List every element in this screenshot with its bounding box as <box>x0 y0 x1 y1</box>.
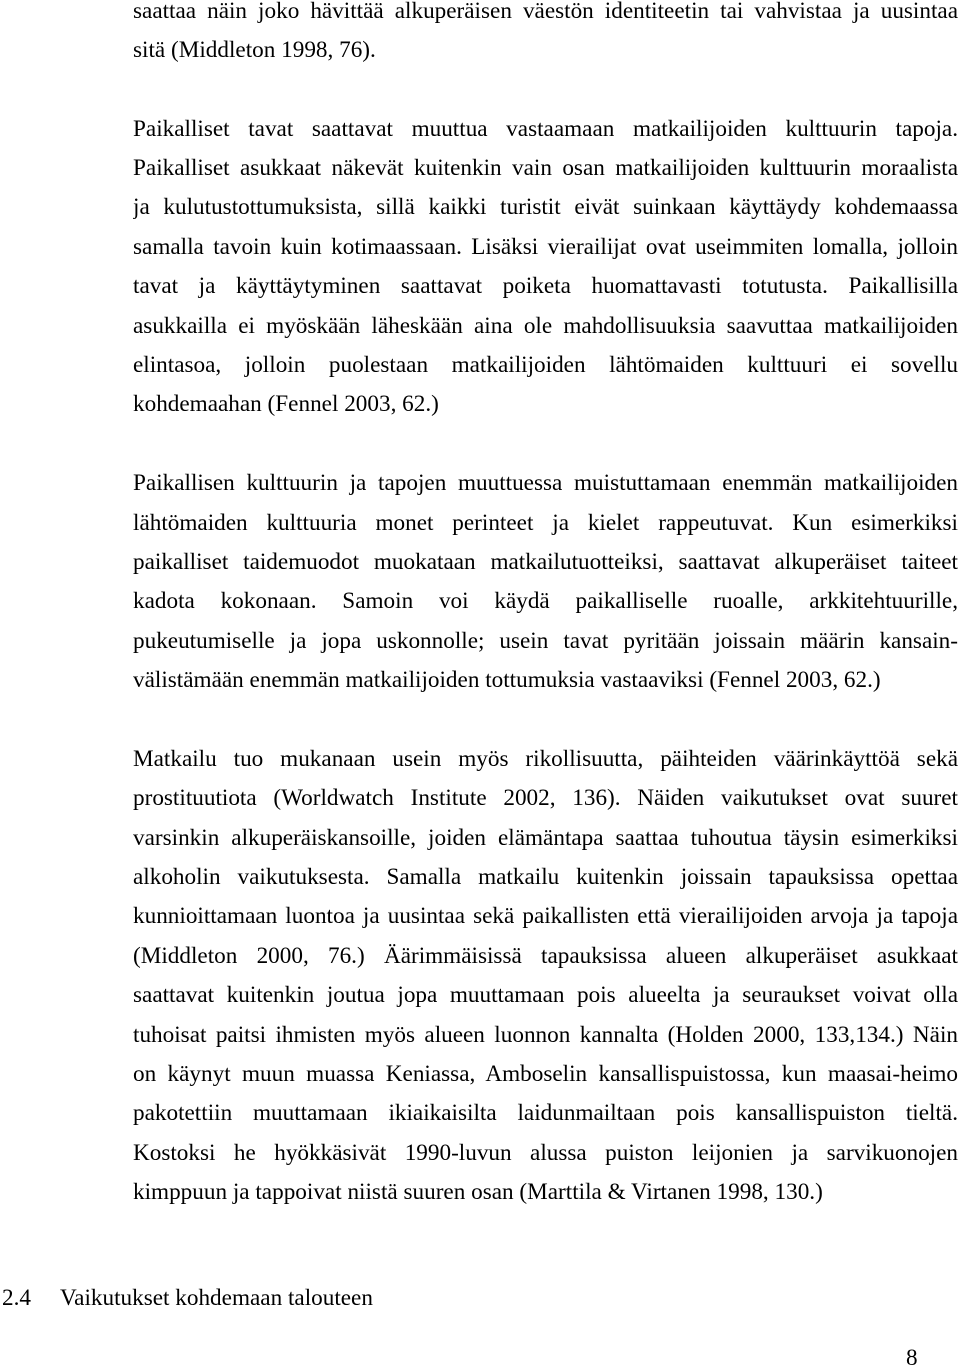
text-line: tavat ja käyttäytyminen saattavat poiketa huomattavasti totutusta. Paikallisilla <box>133 273 958 300</box>
text-line: elintasoa, jolloin puolestaan matkailijoiden lähtömaiden kulttuuri ei sovellu <box>133 352 958 379</box>
text-line: pukeutumiselle ja jopa uskonnolle; usein tavat pyritään joissain määrin kansain- <box>133 627 958 654</box>
text-line: lähtömaiden kulttuuria monet perinteet ja kielet rappeutuvat. Kun esimerkiksi <box>133 509 958 536</box>
text-line: samalla tavoin kuin kotimaassaan. Lisäksi vierailijat ovat useimmiten lomalla, jolloin <box>133 233 958 260</box>
text-line: kimppuun ja tappoivat niistä suuren osan (Marttila & Virtanen 1998, 130.) <box>133 1179 823 1206</box>
body-text <box>133 0 958 1252</box>
section-title: Vaikutukset kohdemaan talouteen <box>60 1284 373 1311</box>
paragraph <box>133 110 958 425</box>
text-line: saattaa näin joko hävittää alkuperäisen väestön identiteetin tai vahvistaa ja uusintaa <box>133 0 958 24</box>
text-line: paikalliset taidemuodot muokataan matkailutuotteiksi, saattavat alkuperäiset taiteet <box>133 548 958 575</box>
section-heading <box>0 1279 420 1318</box>
text-line: tuhoisat paitsi ihmisten myös alueen luonnon kannalta (Holden 2000, 133,134.) Näin <box>133 1021 958 1048</box>
text-line: Paikalliset tavat saattavat muuttua vastaamaan matkailijoiden kulttuurin tapoja. <box>133 115 958 142</box>
text-line: kadota kokonaan. Samoin voi käydä paikalliselle ruoalle, arkkitehtuurille, <box>133 588 958 615</box>
text-line: prostituutiota (Worldwatch Institute 2002, 136). Näiden vaikutukset ovat suuret <box>133 785 958 812</box>
text-line: ja kulutustottumuksista, sillä kaikki turistit eivät suinkaan käyttäydy kohdemaassa <box>133 194 958 221</box>
text-line: Kostoksi he hyökkäsivät 1990-luvun alussa puiston leijonien ja sarvikuonojen <box>133 1139 958 1166</box>
text-line: sitä (Middleton 1998, 76). <box>133 36 376 63</box>
text-line: (Middleton 2000, 76.) Äärimmäisissä tapauksissa alueen alkuperäiset asukkaat <box>133 942 958 969</box>
text-line: alkoholin vaikutuksesta. Samalla matkailu kuitenkin joissain tapauksissa opettaa <box>133 864 958 891</box>
text-line: kunnioittamaan luontoa ja uusintaa sekä paikallisten että vierailijoiden arvoja ja tapoja <box>133 903 958 930</box>
text-line: varsinkin alkuperäiskansoille, joiden elämäntapa saattaa tuhoutua täysin esimerkiksi <box>133 824 958 851</box>
text-line: saattavat kuitenkin joutua jopa muuttamaan pois alueelta ja seuraukset voivat olla <box>133 982 958 1009</box>
text-line: Paikallisen kulttuurin ja tapojen muuttuessa muistuttamaan enemmän matkailijoiden <box>133 470 958 497</box>
text-line: on käynyt muun muassa Keniassa, Amboselin kansallispuistossa, kun maasai-heimo <box>133 1061 958 1088</box>
text-line: asukkailla ei myöskään läheskään aina ole mahdollisuuksia saavuttaa matkailijoiden <box>133 312 958 339</box>
text-line: Matkailu tuo mukanaan usein myös rikollisuutta, päihteiden väärinkäyttöä sekä <box>133 745 958 772</box>
text-line: Paikalliset asukkaat näkevät kuitenkin vain osan matkailijoiden kulttuurin moraalista <box>133 155 958 182</box>
paragraph <box>133 464 958 700</box>
text-line: välistämään enemmän matkailijoiden tottumuksia vastaaviksi (Fennel 2003, 62.) <box>133 667 881 694</box>
paragraph <box>133 740 958 1213</box>
section-number: 2.4 <box>2 1284 31 1311</box>
text-line: kohdemaahan (Fennel 2003, 62.) <box>133 391 439 418</box>
page-number: 8 <box>906 1345 918 1371</box>
text-line: pakotettiin muuttamaan ikiaikaisilta laidunmailtaan pois kansallispuiston tieltä. <box>133 1100 958 1127</box>
paragraph <box>133 0 958 70</box>
